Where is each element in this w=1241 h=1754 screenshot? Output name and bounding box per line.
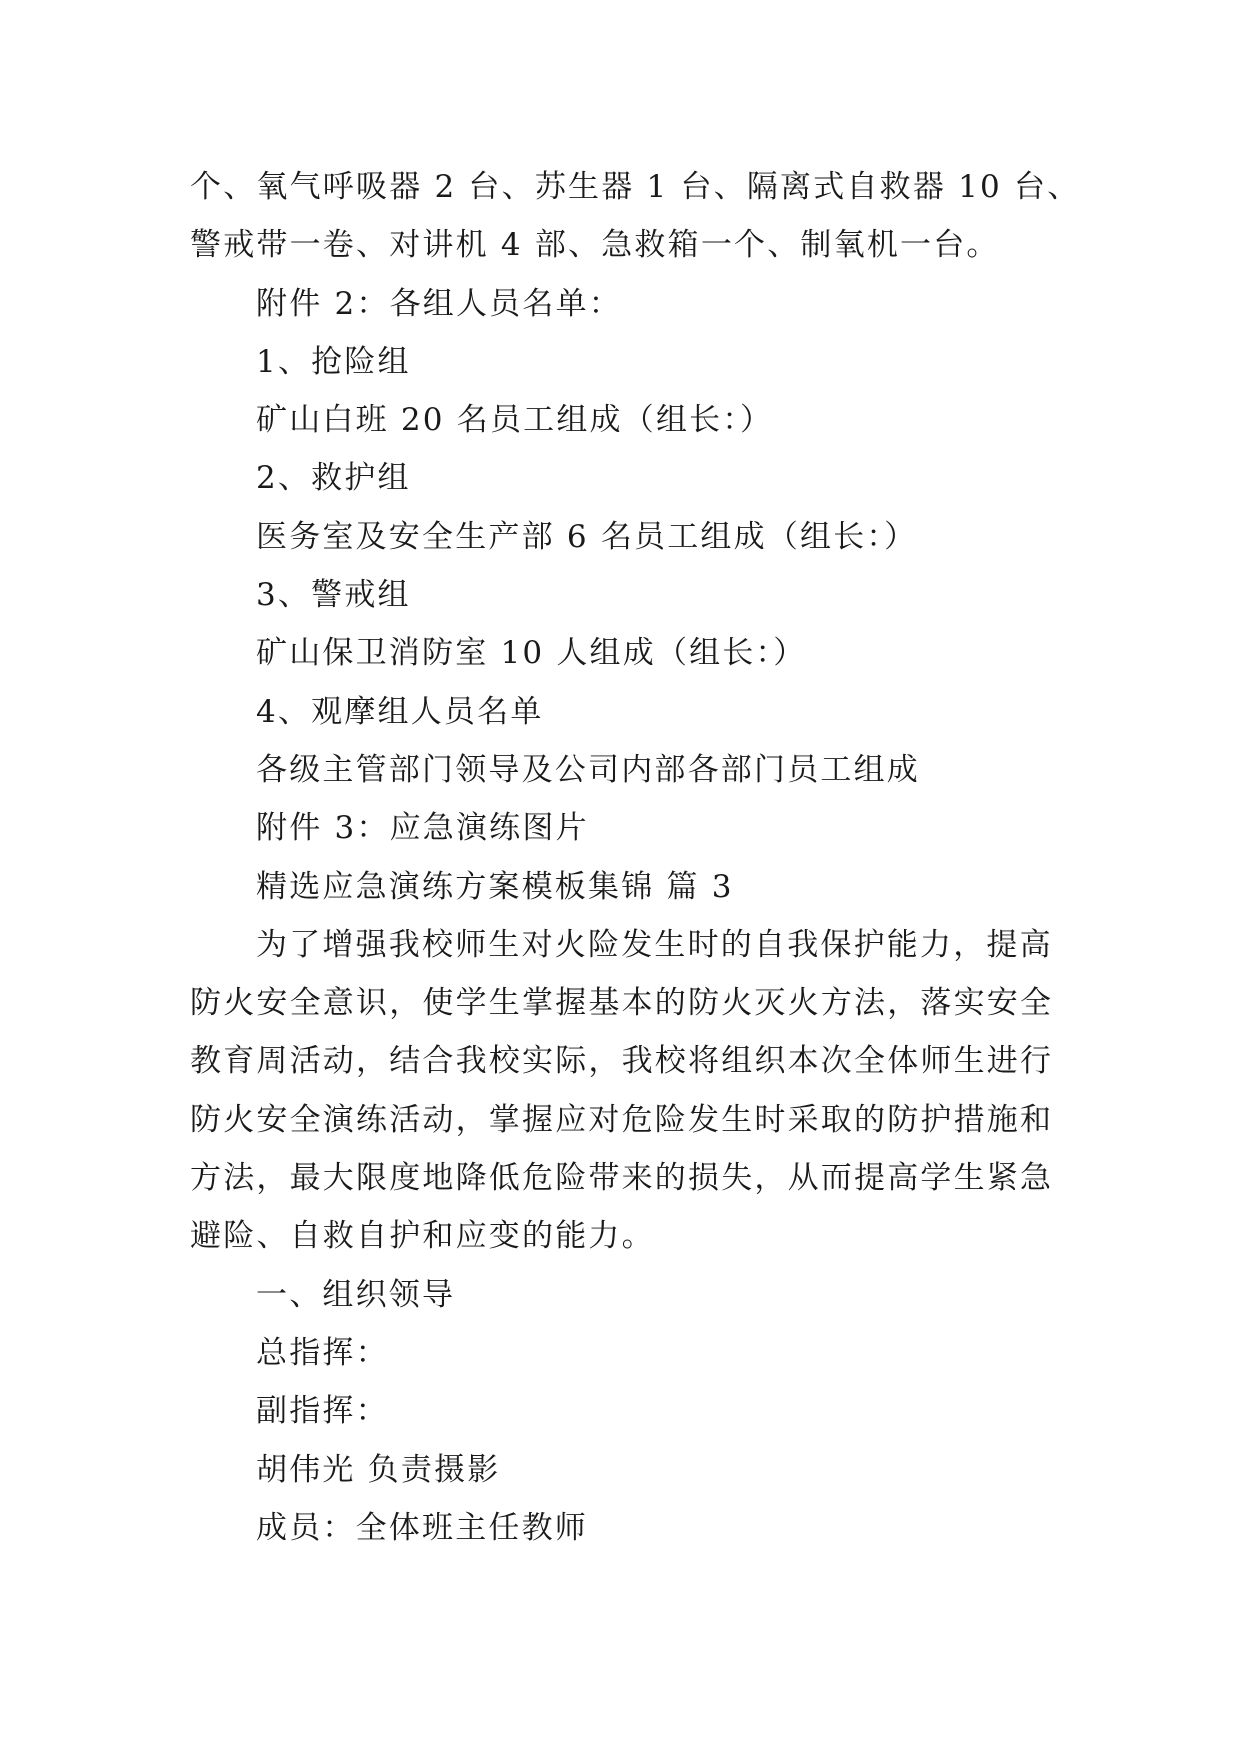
text-line: 医务室及安全生产部 6 名员工组成（组长：） bbox=[256, 518, 918, 555]
text-line: 1、抢险组 bbox=[256, 343, 411, 380]
text-line: 防火安全演练活动，掌握应对危险发生时采取的防护措施和 bbox=[190, 1101, 1054, 1138]
text-line: 防火安全意识，使学生掌握基本的防火灭火方法，落实安全 bbox=[190, 985, 1054, 1022]
text-line: 附件 3：应急演练图片 bbox=[256, 810, 589, 847]
text-line: 4、观摩组人员名单 bbox=[256, 693, 544, 730]
text-line: 个、氧气呼吸器 2 台、苏生器 1 台、隔离式自救器 10 台、 bbox=[190, 169, 1081, 205]
text-line: 教育周活动，结合我校实际，我校将组织本次全体师生进行 bbox=[190, 1043, 1054, 1080]
text-line: 为了增强我校师生对火险发生时的自我保护能力，提高 bbox=[256, 926, 1053, 963]
text-line: 附件 2：各组人员名单： bbox=[256, 285, 622, 322]
text-line: 胡伟光 负责摄影 bbox=[256, 1451, 501, 1488]
text-line: 矿山保卫消防室 10 人组成（组长：） bbox=[256, 635, 807, 672]
document-body bbox=[190, 158, 1081, 1557]
text-line: 矿山白班 20 名员工组成（组长：） bbox=[256, 402, 774, 439]
text-line: 警戒带一卷、对讲机 4 部、急救箱一个、制氧机一台。 bbox=[190, 227, 1000, 264]
text-line: 一、组织领导 bbox=[256, 1276, 456, 1313]
text-line: 各级主管部门领导及公司内部各部门员工组成 bbox=[256, 751, 920, 788]
text-line: 方法，最大限度地降低危险带来的损失，从而提高学生紧急 bbox=[190, 1160, 1054, 1197]
text-line: 避险、自救自护和应变的能力。 bbox=[190, 1218, 655, 1255]
text-line: 2、救护组 bbox=[256, 460, 411, 497]
text-line: 副指挥： bbox=[256, 1393, 389, 1430]
text-line: 精选应急演练方案模板集锦 篇 3 bbox=[256, 868, 734, 905]
text-line: 3、警戒组 bbox=[256, 577, 411, 614]
text-line: 总指挥： bbox=[256, 1334, 389, 1371]
text-line: 成员：全体班主任教师 bbox=[256, 1509, 588, 1546]
